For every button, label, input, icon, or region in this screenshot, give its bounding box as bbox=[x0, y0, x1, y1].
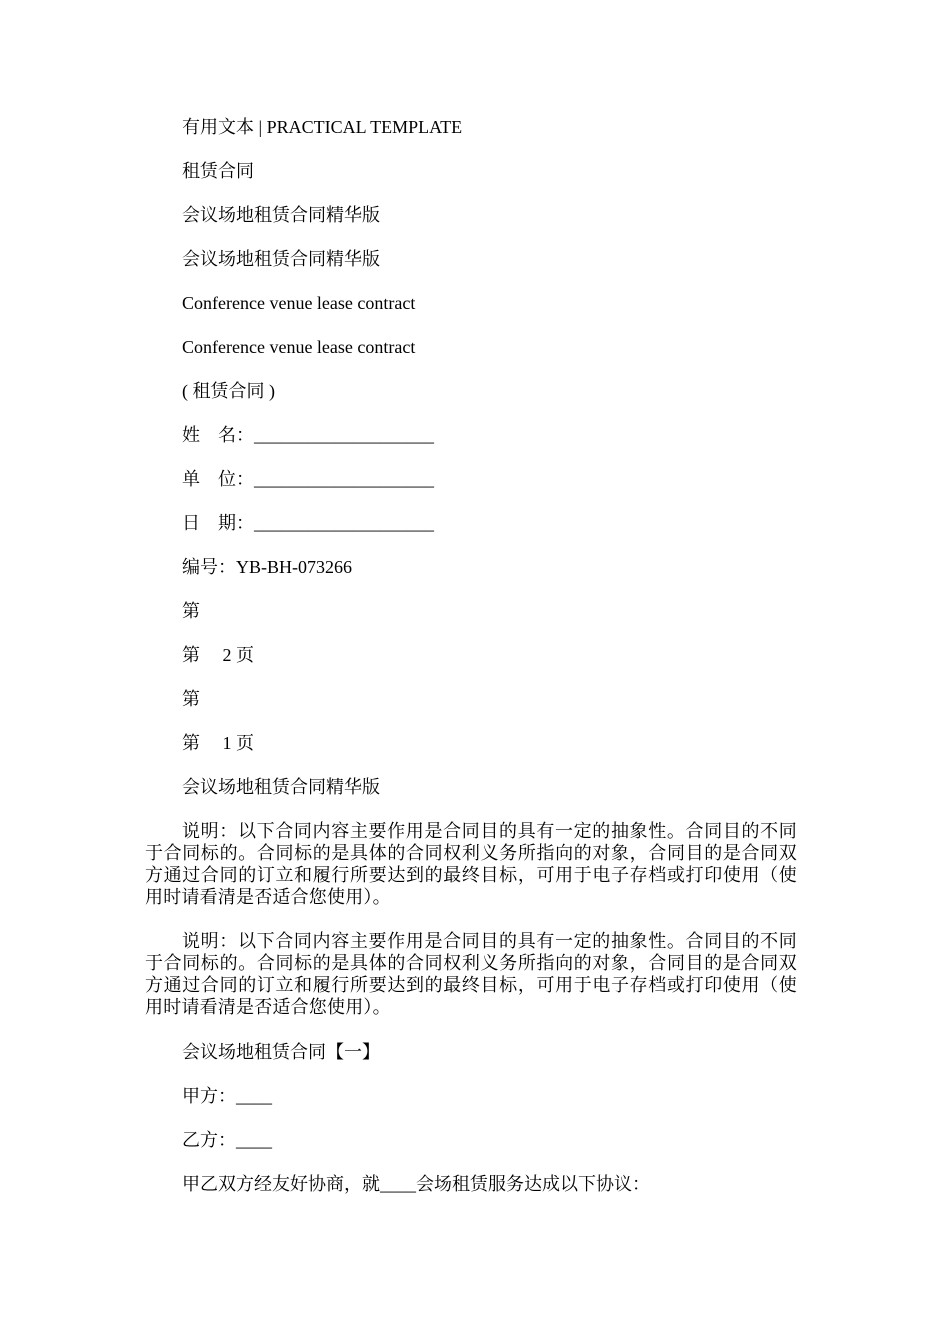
page-mark: 第 bbox=[182, 689, 200, 709]
name-field: 姓 名：____________________ bbox=[182, 425, 434, 445]
header-tag: 有用文本 | PRACTICAL TEMPLATE bbox=[182, 117, 463, 137]
party-b-field: 乙方：____ bbox=[182, 1130, 272, 1150]
description-paragraph: 说明：以下合同内容主要作用是合同目的具有一定的抽象性。合同目的不同于合同标的。合同标的是具体的合同权利义务所指向的对象，合同目的是合同双方通过合同的订立和履行所要达到的最终目标，可用于电子存档或打印使用（使用时请看清是否适合您使用）。 bbox=[145, 821, 797, 907]
page-number: 第 1 页 bbox=[182, 733, 254, 753]
page-mark: 第 bbox=[182, 601, 200, 621]
agreement-intro: 甲乙双方经友好协商，就____会场租赁服务达成以下协议： bbox=[182, 1174, 650, 1194]
unit-field: 单 位：____________________ bbox=[182, 469, 434, 489]
document-number: 编号：YB-BH-073266 bbox=[182, 557, 352, 577]
cover-title: 会议场地租赁合同精华版 bbox=[182, 205, 380, 225]
cover-title-repeat: 会议场地租赁合同精华版 bbox=[182, 249, 380, 269]
section-title: 会议场地租赁合同【一】 bbox=[182, 1042, 380, 1062]
body-title: 会议场地租赁合同精华版 bbox=[182, 777, 380, 797]
page-number: 第 2 页 bbox=[182, 645, 254, 665]
cover-title-english-repeat: Conference venue lease contract bbox=[182, 337, 416, 357]
date-field: 日 期：____________________ bbox=[182, 513, 434, 533]
category-label: 租赁合同 bbox=[182, 161, 254, 181]
cover-title-english: Conference venue lease contract bbox=[182, 293, 416, 313]
contract-type-note: ( 租赁合同 ) bbox=[182, 381, 275, 401]
description-paragraph-repeat: 说明：以下合同内容主要作用是合同目的具有一定的抽象性。合同目的不同于合同标的。合同标的是具体的合同权利义务所指向的对象，合同目的是合同双方通过合同的订立和履行所要达到的最终目标，可用于电子存档或打印使用（使用时请看清是否适合您使用）。 bbox=[145, 931, 797, 1017]
party-a-field: 甲方：____ bbox=[182, 1086, 272, 1106]
